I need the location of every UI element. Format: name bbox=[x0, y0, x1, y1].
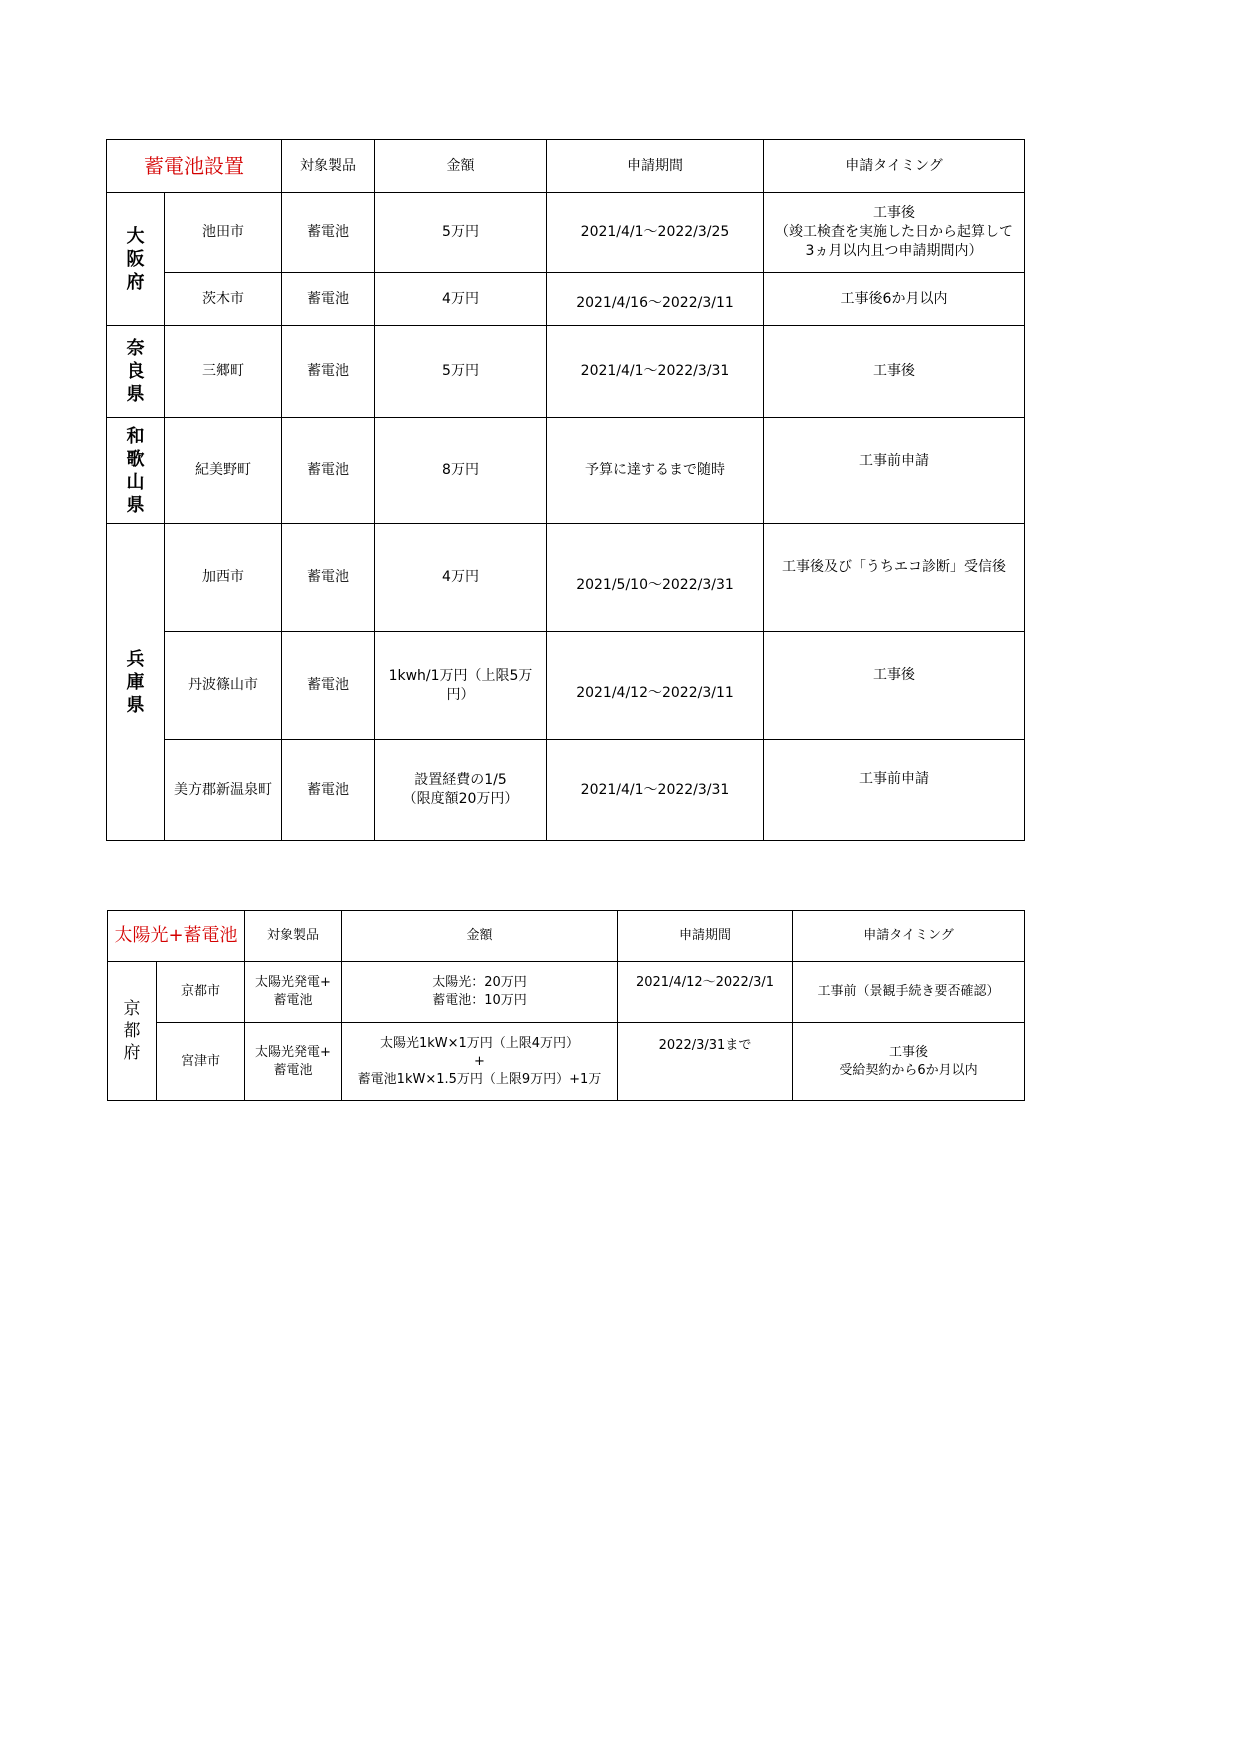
header-period: 申請期間 bbox=[547, 140, 764, 193]
amount-cell: 太陽光：20万円 蓄電池：10万円 bbox=[342, 962, 618, 1023]
timing-cell: 工事後及び「うちエコ診断」受信後 bbox=[764, 524, 1025, 632]
amount-cell: 設置経費の1/5 （限度額20万円） bbox=[375, 740, 547, 841]
city-cell: 三郷町 bbox=[165, 326, 282, 418]
amount-cell: 1kwh/1万円（上限5万 円） bbox=[375, 632, 547, 740]
table-title: 太陽光+蓄電池 bbox=[108, 911, 245, 962]
table-row bbox=[108, 962, 1025, 1023]
solar-battery-subsidy-table bbox=[107, 910, 1025, 1101]
prefecture-cell: 京 都 府 bbox=[108, 962, 157, 1101]
timing-cell: 工事後 bbox=[764, 632, 1025, 740]
product-cell: 蓄電池 bbox=[282, 326, 375, 418]
city-cell: 丹波篠山市 bbox=[165, 632, 282, 740]
header-timing: 申請タイミング bbox=[793, 911, 1025, 962]
product-cell: 太陽光発電+ 蓄電池 bbox=[245, 962, 342, 1023]
timing-cell: 工事後 bbox=[764, 326, 1025, 418]
city-cell: 加西市 bbox=[165, 524, 282, 632]
period-cell: 2021/5/10～2022/3/31 bbox=[547, 524, 764, 632]
period-cell: 2021/4/16～2022/3/11 bbox=[547, 273, 764, 326]
city-cell: 茨木市 bbox=[165, 273, 282, 326]
product-cell: 太陽光発電+ 蓄電池 bbox=[245, 1023, 342, 1101]
header-amount: 金額 bbox=[375, 140, 547, 193]
battery-subsidy-table bbox=[106, 139, 1025, 841]
table-row bbox=[107, 632, 1025, 740]
table-row bbox=[107, 740, 1025, 841]
timing-cell: 工事前申請 bbox=[764, 418, 1025, 524]
table-row bbox=[107, 418, 1025, 524]
timing-cell: 工事前（景観手続き要否確認） bbox=[793, 962, 1025, 1023]
amount-cell: 4万円 bbox=[375, 524, 547, 632]
amount-cell: 5万円 bbox=[375, 193, 547, 273]
header-product: 対象製品 bbox=[282, 140, 375, 193]
period-cell: 2021/4/1～2022/3/31 bbox=[547, 326, 764, 418]
product-cell: 蓄電池 bbox=[282, 418, 375, 524]
table-row bbox=[107, 273, 1025, 326]
product-cell: 蓄電池 bbox=[282, 740, 375, 841]
period-cell: 2022/3/31まで bbox=[618, 1023, 793, 1101]
product-cell: 蓄電池 bbox=[282, 524, 375, 632]
city-cell: 美方郡新温泉町 bbox=[165, 740, 282, 841]
prefecture-cell: 大 阪 府 bbox=[107, 193, 165, 326]
city-cell: 京都市 bbox=[157, 962, 245, 1023]
period-cell: 2021/4/1～2022/3/31 bbox=[547, 740, 764, 841]
period-cell: 予算に達するまで随時 bbox=[547, 418, 764, 524]
amount-cell: 5万円 bbox=[375, 326, 547, 418]
table-header-row bbox=[107, 140, 1025, 193]
prefecture-cell: 和 歌 山 県 bbox=[107, 418, 165, 524]
timing-cell: 工事前申請 bbox=[764, 740, 1025, 841]
period-cell: 2021/4/1～2022/3/25 bbox=[547, 193, 764, 273]
table-row bbox=[107, 326, 1025, 418]
table-header-row bbox=[108, 911, 1025, 962]
timing-cell: 工事後 受給契約から6か月以内 bbox=[793, 1023, 1025, 1101]
table-title: 蓄電池設置 bbox=[107, 140, 282, 193]
city-cell: 池田市 bbox=[165, 193, 282, 273]
prefecture-cell: 奈 良 県 bbox=[107, 326, 165, 418]
timing-cell: 工事後 （竣工検査を実施した日から起算して 3ヵ月以内且つ申請期間内） bbox=[764, 193, 1025, 273]
header-timing: 申請タイミング bbox=[764, 140, 1025, 193]
product-cell: 蓄電池 bbox=[282, 193, 375, 273]
timing-cell: 工事後6か月以内 bbox=[764, 273, 1025, 326]
city-cell: 紀美野町 bbox=[165, 418, 282, 524]
city-cell: 宮津市 bbox=[157, 1023, 245, 1101]
period-cell: 2021/4/12～2022/3/1 bbox=[618, 962, 793, 1023]
table-row bbox=[108, 1023, 1025, 1101]
product-cell: 蓄電池 bbox=[282, 632, 375, 740]
table-row bbox=[107, 193, 1025, 273]
table-row bbox=[107, 524, 1025, 632]
amount-cell: 4万円 bbox=[375, 273, 547, 326]
product-cell: 蓄電池 bbox=[282, 273, 375, 326]
prefecture-cell: 兵 庫 県 bbox=[107, 524, 165, 841]
header-amount: 金額 bbox=[342, 911, 618, 962]
header-product: 対象製品 bbox=[245, 911, 342, 962]
amount-cell: 太陽光1kW×1万円（上限4万円） + 蓄電池1kW×1.5万円（上限9万円）+1万 bbox=[342, 1023, 618, 1101]
period-cell: 2021/4/12～2022/3/11 bbox=[547, 632, 764, 740]
header-period: 申請期間 bbox=[618, 911, 793, 962]
amount-cell: 8万円 bbox=[375, 418, 547, 524]
